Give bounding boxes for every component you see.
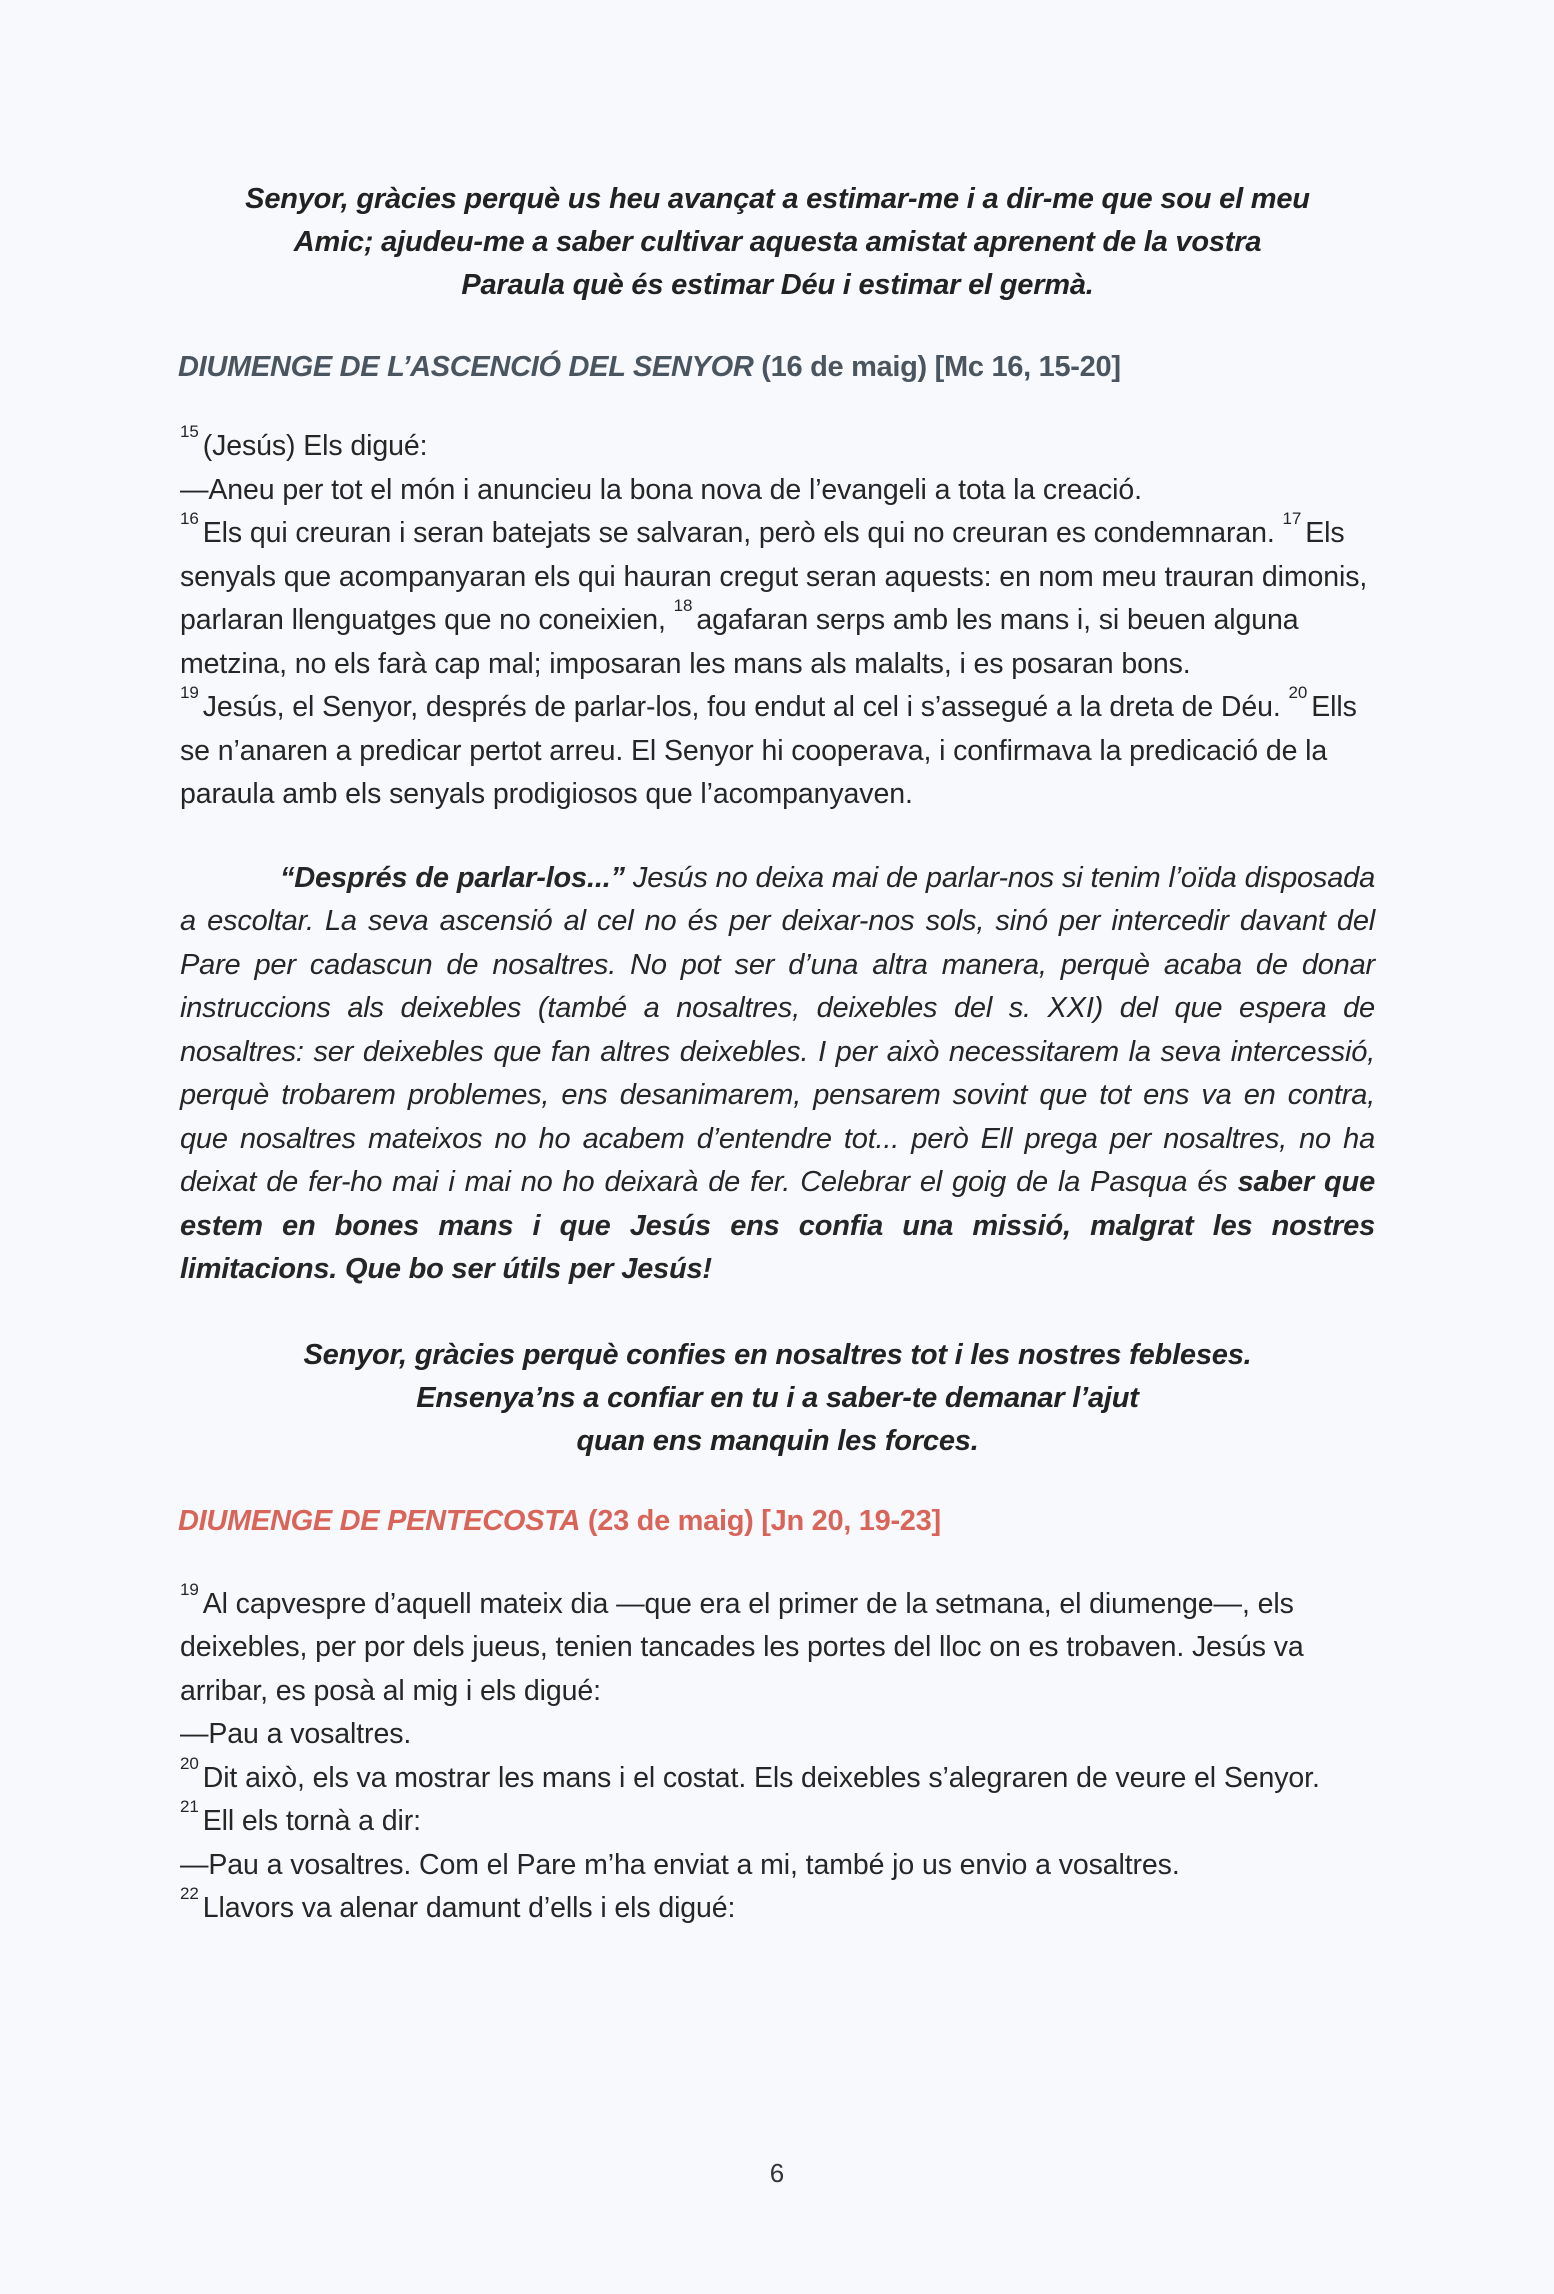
- closing-prayer-ascension: [180, 1334, 1375, 1463]
- verse-text: —Aneu per tot el món i anuncieu la bona nova de l’evangeli a tota la creació.: [180, 473, 1142, 506]
- verse-text: Els senyals que acompanyaran els qui hauran cregut seran aquests: en nom meu trauran dimonis, parlaran llenguatges que no coneixien,: [180, 517, 1368, 636]
- verse-number: 16: [180, 509, 199, 528]
- commentary-quote: “Després de parlar-los...”: [280, 861, 625, 894]
- commentary-text: Jesús no deixa mai de parlar-nos si tenim l’oïda disposada a escoltar. La seva ascensió al cel no és per deixar-nos sols, sinó per intercedir davant del Pare per cadascun de nosaltres. No pot ser d’una altra manera, perquè acaba de donar instruccions als deixebles (també a nosaltres, deixebles del s. XXI) del que espera de nosaltres: ser deixebles que fan altres deixebles. I per això necessitarem la seva intercessió, perquè trobarem problemes, ens desanimarem, pensarem sovint que tot ens va en contra, que nosaltres mateixos no ho acabem d’entendre tot... però Ell prega per nosaltres, no ha deixat de fer-ho mai i mai no ho deixarà de fer. Celebrar el goig de la Pasqua és: [180, 861, 1376, 1198]
- section-date-reference: (16 de maig) [Mc 16, 15-20]: [753, 351, 1121, 383]
- verse-text: Ell els tornà a dir:: [202, 1805, 421, 1837]
- verse-number: 20: [1288, 683, 1308, 702]
- verse-text: Dit això, els va mostrar les mans i el costat. Els deixebles s’alegraren de veure el Senyor.: [202, 1761, 1320, 1794]
- verse-text: (Jesús) Els digué:: [202, 430, 428, 462]
- prayer-line: Senyor, gràcies perquè us heu avançat a estimar-me i a dir-me que sou el meu: [245, 183, 1310, 215]
- commentary-ascension: [180, 857, 1375, 1292]
- verse-text: Llavors va alenar damunt d’ells i els digué:: [202, 1892, 736, 1924]
- section-heading-pentecost: [178, 1501, 1375, 1541]
- verse-text: Els qui creuran i seran batejats se salvaran, però els qui no creuran es condemnaran.: [202, 517, 1283, 549]
- passage-paragraph: [180, 683, 1375, 817]
- verse-number: 22: [180, 1884, 199, 1903]
- passage-paragraph: [180, 469, 1375, 513]
- verse-number: 21: [180, 1797, 199, 1816]
- section-title: DIUMENGE DE L’ASCENCIÓ DEL SENYOR: [178, 351, 754, 383]
- verse-text: —Pau a vosaltres. Com el Pare m’ha enviat a mi, també jo us envio a vosaltres.: [180, 1848, 1180, 1881]
- passage-paragraph: [180, 509, 1375, 686]
- verse-number: 17: [1282, 509, 1302, 528]
- opening-prayer: [180, 178, 1375, 307]
- verse-number: 15: [180, 422, 199, 441]
- verse-number: 19: [180, 1579, 199, 1599]
- verse-text: Jesús, el Senyor, després de parlar-los, fou endut al cel i s’assegué a la dreta de Déu.: [202, 691, 1289, 723]
- prayer-line: quan ens manquin les forces.: [576, 1424, 979, 1457]
- verse-number: 20: [180, 1753, 199, 1773]
- section-heading-ascension: [178, 347, 1375, 387]
- section-date-reference: (23 de maig) [Jn 20, 19-23]: [580, 1504, 941, 1537]
- passage-paragraph: [180, 422, 1375, 469]
- page-number: 6: [769, 2158, 785, 2188]
- prayer-line: Senyor, gràcies perquè confies en nosaltres tot i les nostres febleses.: [303, 1338, 1252, 1371]
- passage-paragraph: [180, 1884, 1375, 1931]
- page-content: [180, 178, 1375, 1931]
- verse-text: Al capvespre d’aquell mateix dia —que era el primer de la setmana, el diumenge—, els deixebles, per por dels jueus, tenien tancades les portes del lloc on es trobaven. Jesús va arribar, es posà al mig i els digué:: [180, 1587, 1304, 1707]
- gospel-passage-ascension: [180, 422, 1375, 817]
- verse-text: —Pau a vosaltres.: [180, 1718, 412, 1750]
- prayer-line: Ensenya’ns a confiar en tu i a saber-te demanar l’ajut: [416, 1381, 1139, 1414]
- verse-number: 18: [673, 596, 693, 615]
- prayer-line: Paraula què és estimar Déu i estimar el germà.: [461, 269, 1094, 301]
- gospel-passage-pentecost: [180, 1579, 1375, 1931]
- verse-text: Ells se n’anaren a predicar pertot arreu. El Senyor hi cooperava, i confirmava la predicació de la paraula amb els senyals prodigiosos que l’acompanyaven.: [180, 691, 1357, 810]
- section-title: DIUMENGE DE PENTECOSTA: [178, 1504, 581, 1537]
- prayer-line: Amic; ajudeu-me a saber cultivar aquesta amistat aprenent de la vostra: [293, 226, 1262, 258]
- passage-paragraph: [180, 1753, 1375, 1844]
- passage-paragraph: [180, 1713, 1375, 1757]
- passage-paragraph: [180, 1844, 1375, 1888]
- passage-paragraph: [180, 1579, 1375, 1714]
- verse-text: agafaran serps amb les mans i, si beuen alguna metzina, no els farà cap mal; imposaran les mans als malalts, i es posaran bons.: [180, 604, 1299, 680]
- verse-number: 19: [180, 683, 199, 702]
- commentary-highlight: saber que estem en bones mans i que Jesús ens confia una missió, malgrat les nostres limitacions. Que bo ser útils per Jesús!: [180, 1166, 1375, 1285]
